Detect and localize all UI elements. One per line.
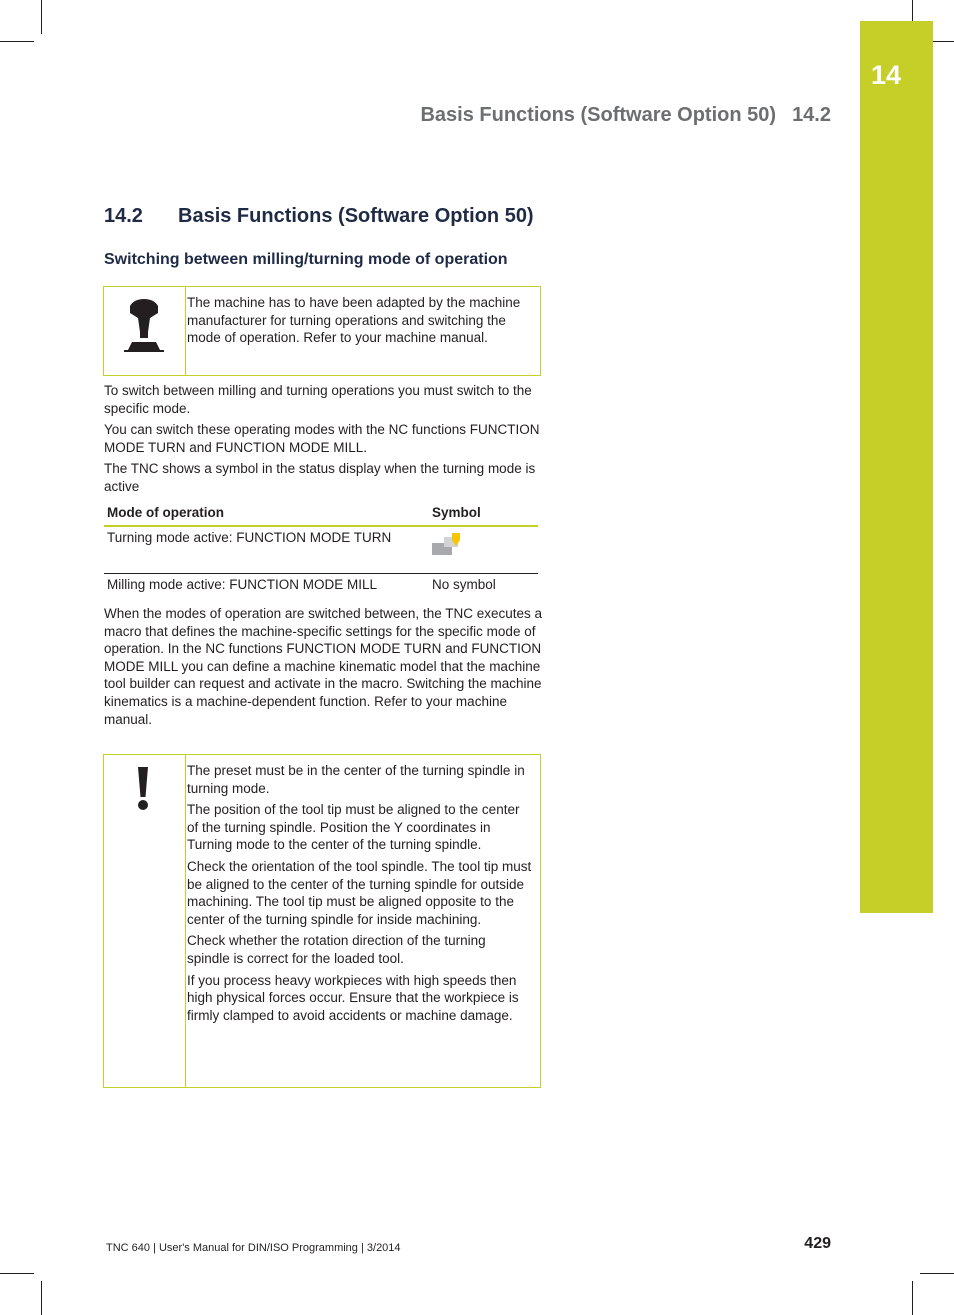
note-paragraph: The machine has to have been adapted by the machine manufacturer for turning operations and switching the mode of operation. Refer to your machine manual. [187, 295, 521, 346]
machine-note-box [103, 286, 541, 376]
crop-mark [41, 1281, 42, 1315]
page-number: 429 [804, 1235, 831, 1252]
running-head-title: Basis Functions (Software Option 50) [420, 104, 777, 126]
subsection-title: Switching between milling/turning mode of operation [104, 251, 508, 268]
crop-mark [41, 0, 42, 34]
table-header-symbol: Symbol [432, 505, 481, 520]
crop-mark [0, 1273, 34, 1274]
macro-text [104, 605, 542, 732]
crop-mark [0, 41, 34, 42]
crop-mark [912, 1281, 913, 1315]
section-title [104, 205, 534, 228]
intro-text [104, 382, 544, 500]
running-head-number: 14.2 [792, 104, 831, 126]
note-text [187, 762, 532, 1028]
machine-manual-icon [124, 298, 164, 359]
chapter-number: 14 [871, 60, 902, 90]
note-paragraph: Check whether the rotation direction of the turning spindle is correct for the loaded tool. [187, 933, 486, 966]
table-cell-symbol: No symbol [432, 577, 496, 592]
chapter-tab [860, 21, 933, 913]
running-head [420, 104, 831, 127]
table-header-rule [104, 525, 538, 527]
section-title-text: Basis Functions (Software Option 50) [178, 205, 534, 227]
turning-mode-icon [432, 531, 464, 559]
note-paragraph: The position of the tool tip must be aligned to the center of the turning spindle. Position the Y coordinates in Turning mode to the center of the turning spindle. [187, 802, 520, 853]
paragraph: To switch between milling and turning operations you must switch to the specific mode. [104, 383, 532, 416]
crop-mark [920, 1273, 954, 1274]
paragraph: When the modes of operation are switched between, the TNC executes a macro that defines the machine-specific settings for the specific mode of operation. In the NC functions FUNCTION MODE TURN and FUNCTION MODE MILL you can define a machine kinematic model that the machine tool builder can request and activate in the macro. Switching the machine kinematics is a machine-dependent function. Refer to your machine manual. [104, 606, 542, 727]
note-text [187, 294, 532, 351]
table-row-rule [104, 573, 538, 574]
footer-text: TNC 640 | User's Manual for DIN/ISO Programming | 3/2014 [106, 1242, 401, 1254]
note-divider [185, 755, 186, 1087]
note-divider [185, 287, 186, 375]
table-header-mode: Mode of operation [107, 505, 224, 520]
table-cell-symbol [432, 531, 464, 562]
note-paragraph: The preset must be in the center of the turning spindle in turning mode. [187, 763, 525, 796]
note-paragraph: Check the orientation of the tool spindle. The tool tip must be aligned to the center of the turning spindle for outside machining. The tool tip must be aligned opposite to the center of the turning spindle for inside machining. [187, 858, 532, 927]
paragraph: The TNC shows a symbol in the status display when the turning mode is active [104, 461, 536, 494]
paragraph: You can switch these operating modes with the NC functions FUNCTION MODE TURN and FUNCTION MODE MILL. [104, 422, 540, 455]
exclamation-icon [136, 765, 150, 818]
table-cell-mode: Milling mode active: FUNCTION MODE MILL [107, 577, 378, 592]
warning-note-box [103, 754, 541, 1088]
section-number: 14.2 [104, 205, 143, 227]
note-paragraph: If you process heavy workpieces with high speeds then high physical forces occur. Ensure that the workpiece is firmly clamped to avoid accidents or machine damage. [187, 972, 519, 1023]
table-cell-mode: Turning mode active: FUNCTION MODE TURN [107, 530, 392, 545]
